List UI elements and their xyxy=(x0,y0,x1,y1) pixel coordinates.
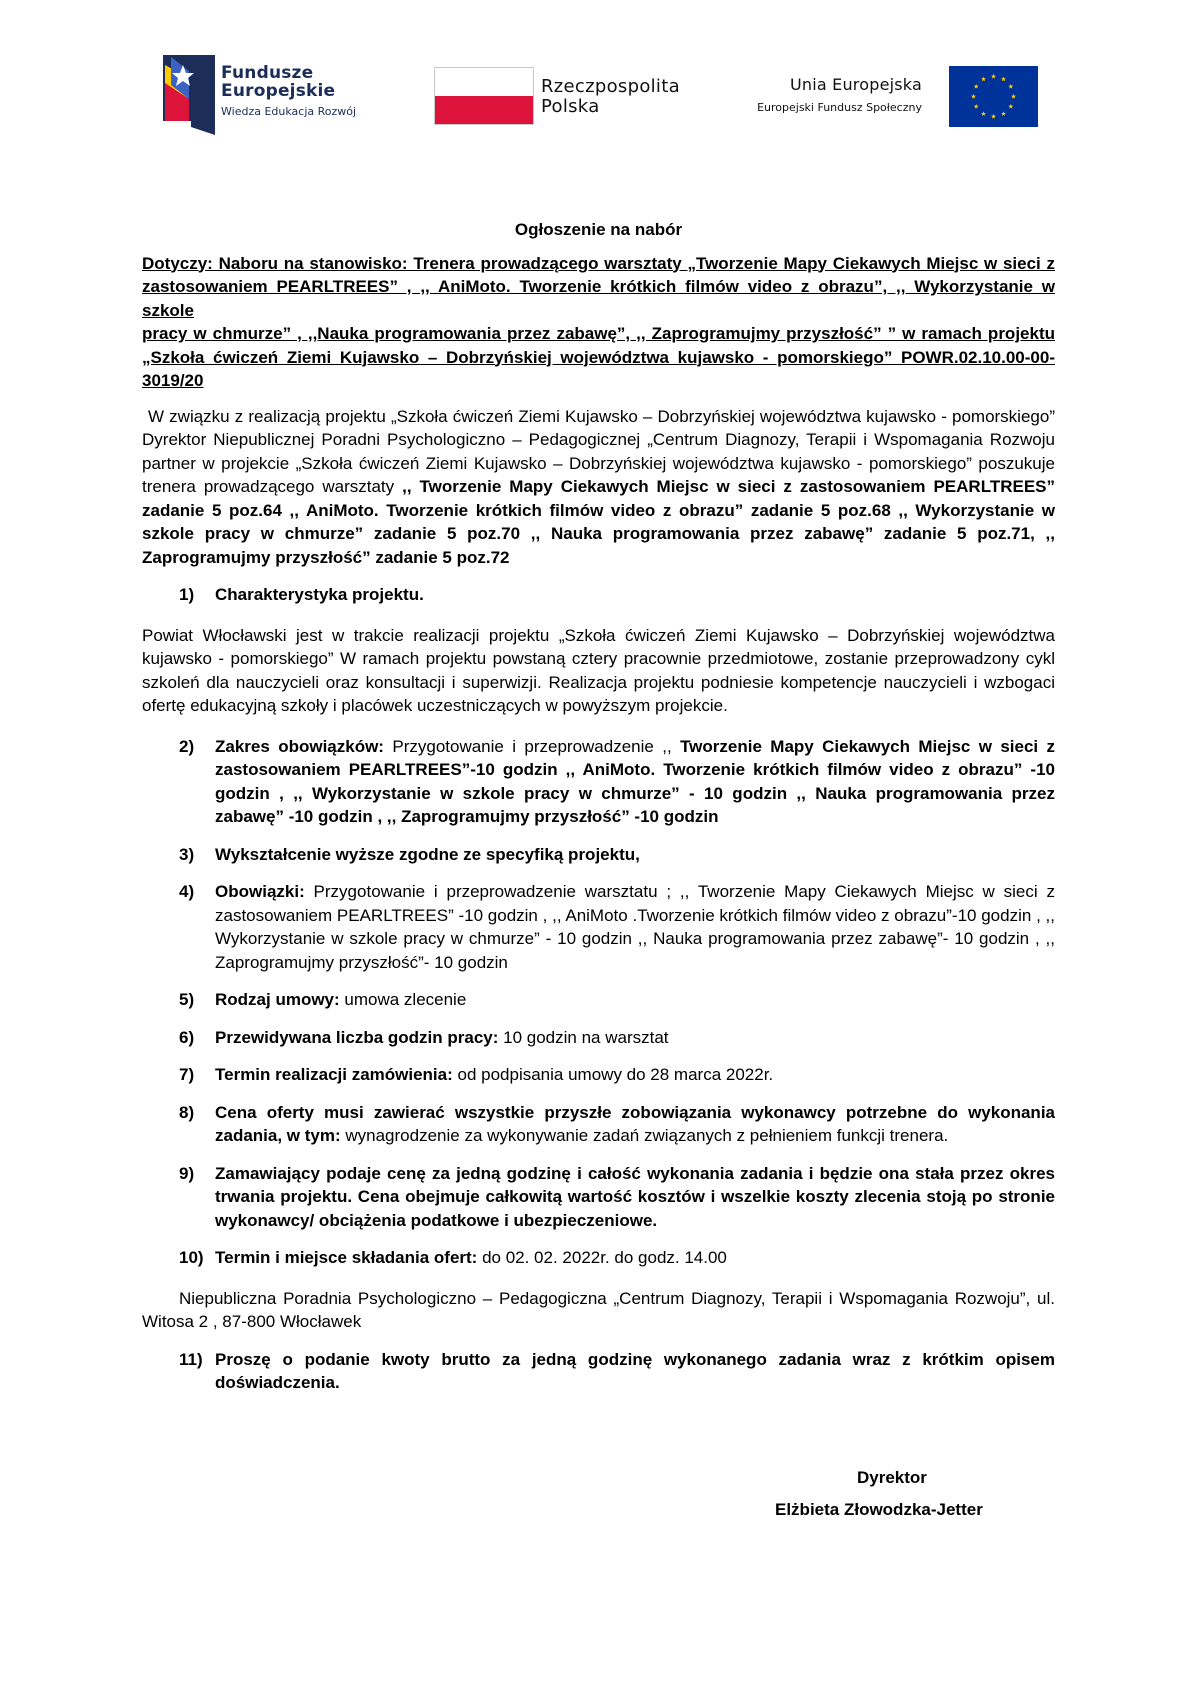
section-number: 8) xyxy=(179,1102,195,1122)
section-number: 5) xyxy=(179,990,195,1009)
fe-program-name: Wiedza Edukacja Rozwój xyxy=(221,105,357,118)
section-text: wynagrodzenie za wykonywanie zadań związanych z pełnieniem funkcji trenera. xyxy=(340,1126,949,1145)
section-8 xyxy=(142,1101,1055,1148)
signature-role: Dyrektor xyxy=(857,1468,927,1487)
subject-line-2: zastosowaniem PEARLTREES” , ,, AniMoto. Tworzenie krótkich filmów video z obrazu”, ,, Wykorzystanie w szkole xyxy=(142,277,1055,320)
fundusze-europejskie-logo xyxy=(163,55,403,135)
subject-line-3: pracy w chmurze” , ,,Nauka programowania przez zabawę”, ,, Zaprogramujmy przyszłość” ” w ramach projektu xyxy=(142,324,1055,343)
submission-address: Niepubliczna Poradnia Psychologiczno – Pedagogiczna „Centrum Diagnozy, Terapii i Wspomagania Rozwoju”, ul. Witosa 2 , 87-800 Włocławek xyxy=(142,1288,1055,1331)
section-6 xyxy=(142,1026,1055,1050)
eu-flag-icon xyxy=(949,66,1038,127)
section-heading: Przewidywana liczba godzin pracy: xyxy=(215,1027,499,1047)
section-number: 1) xyxy=(179,585,195,604)
section-9 xyxy=(142,1162,1055,1233)
rp-title-line1: Rzeczpospolita xyxy=(541,76,680,97)
section-heading: Obowiązki: xyxy=(215,882,305,901)
section-heading: Zamawiający podaje cenę za jedną godzinę i całość wykonania zadania i będzie ona stała przez okres trwania projektu. Cena obejmuje całkowitą wartość kosztów i wszelkie koszty zlecenia stoją po stronie wykonawcy/ obciążenia podatkowe i ubezpieczeniowe. xyxy=(215,1163,1055,1230)
section-number: 4) xyxy=(179,882,195,901)
section-5 xyxy=(142,988,1055,1012)
section-number: 11) xyxy=(179,1349,203,1369)
announcement-document xyxy=(142,218,1055,1395)
intro-text: W związku z realizacją projektu „Szkoła ćwiczeń Ziemi Kujawsko – Dobrzyńskiej województwa kujawsko - pomorskiego” Dyrektor Niepublicznej Poradni Psychologiczno – Pedagogicznej „Centrum Diagnozy, Terapii i Wspomagania Rozwoju partner w projekcie „Szkoła ćwiczeń Ziemi Kujawsko – Dobrzyńskiej województwa kujawsko - pomorskiego” poszukuje trenera prowadzącego warsztaty xyxy=(142,406,1055,496)
section-heading: Proszę o podanie kwoty brutto za jedną godzinę wykonanego zadania wraz z krótkim opisem doświadczenia. xyxy=(215,1349,1055,1392)
section-number: 9) xyxy=(179,1163,195,1183)
section-4 xyxy=(142,880,1055,974)
section-heading: Zakres obowiązków: xyxy=(215,736,384,756)
section-heading: Rodzaj umowy: xyxy=(215,990,340,1009)
unia-europejska-logo xyxy=(738,55,1038,135)
section-text: do 02. 02. 2022r. do godz. 14.00 xyxy=(477,1248,727,1267)
ue-title: Unia Europejska xyxy=(789,75,922,94)
subject-line-1: Dotyczy: Naboru na stanowisko: Trenera prowadzącego warsztaty „Tworzenie Mapy Ciekawych Miejsc w sieci z xyxy=(142,253,1055,273)
section-number: 2) xyxy=(179,736,195,756)
section-heading: Wykształcenie wyższe zgodne ze specyfiką projektu, xyxy=(215,844,640,864)
section-heading: Charakterystyka projektu. xyxy=(215,585,424,604)
document-title: Ogłoszenie na nabór xyxy=(514,220,683,239)
intro-paragraph xyxy=(142,405,1055,570)
section-number: 10) xyxy=(179,1248,204,1267)
section-3 xyxy=(142,843,1055,867)
fe-title-line1: Fundusze xyxy=(221,63,314,83)
section-text: od podpisania umowy do 28 marca 2022r. xyxy=(452,1065,774,1084)
intro-bold-text: ,, Tworzenie Mapy Ciekawych Miejsc w sieci z zastosowaniem PEARLTREES” zadanie 5 poz.64 ,, AniMoto. Tworzenie krótkich filmów video z obrazu” zadanie 5 poz.68 ,, Wykorzystanie w szkole pracy w chmurze” zadanie 5 poz.70 ,, Nauka programowania przez zabawę” zadanie 5 poz.71, ,, Zaprogramujmy przyszłość” zadanie 5 poz.72 xyxy=(142,477,1055,567)
project-description: Powiat Włocławski jest w trakcie realizacji projektu „Szkoła ćwiczeń Ziemi Kujawsko – Dobrzyńskiej województwa kujawsko - pomorskiego” W ramach projektu powstaną cztery pracownie przedmiotowe, zostanie przeprowadzony cykl szkoleń dla nauczycieli oraz konsultacji i superwizji. Realizacja projektu podniesie kompetencje nauczycieli i wzbogaci ofertę edukacyjną szkoły i placówek uczestniczących w powyższym projekcie. xyxy=(142,625,1055,715)
section-bold-text: Tworzenie Mapy Ciekawych Miejsc w sieci z zastosowaniem PEARLTREES”-10 godzin ,, AniMoto. Tworzenie krótkich filmów video z obrazu” -10 godzin , ,, Wykorzystanie w szkole pracy w chmurze” - 10 godzin ,, Nauka programowania przez zabawę” -10 godzin , ,, Zaprogramujmy przyszłość” -10 godzin xyxy=(215,736,1056,826)
section-text: Przygotowanie i przeprowadzenie ,, xyxy=(383,736,681,756)
section-number: 7) xyxy=(179,1065,195,1084)
section-11 xyxy=(142,1348,1055,1395)
rp-title-line2: Polska xyxy=(541,96,600,117)
section-number: 3) xyxy=(179,844,195,864)
document-subject xyxy=(142,252,1055,393)
section-text: umowa zlecenie xyxy=(339,990,467,1009)
header-logos xyxy=(0,55,1191,135)
ue-fund-name: Europejski Fundusz Społeczny xyxy=(757,101,922,114)
section-1 xyxy=(142,583,1055,607)
section-heading: Cena oferty musi zawierać wszystkie przyszłe zobowiązania wykonawcy potrzebne do wykonania zadania, w tym: xyxy=(215,1102,1055,1145)
fe-title-line2: Europejskie xyxy=(221,81,336,101)
section-number: 6) xyxy=(179,1027,195,1047)
fundusze-europejskie-emblem-icon xyxy=(163,55,215,135)
section-text: 10 godzin na warsztat xyxy=(498,1027,669,1047)
section-2 xyxy=(142,735,1055,829)
section-heading: Termin realizacji zamówienia: xyxy=(215,1065,453,1084)
section-heading: Termin i miejsce składania ofert: xyxy=(215,1248,478,1267)
section-text: Przygotowanie i przeprowadzenie warsztatu ; ,, Tworzenie Mapy Ciekawych Miejsc w sieci z zastosowaniem PEARLTREES” -10 godzin , ,, AniMoto .Tworzenie krótkich filmów video z obrazu”-10 godzin , ,, Wykorzystanie w szkole pracy w chmurze” - 10 godzin ,, Nauka programowania przez zabawę”- 10 godzin , ,, Zaprogramujmy przyszłość”- 10 godzin xyxy=(215,882,1055,972)
signature-name: Elżbieta Złowodzka-Jetter xyxy=(775,1500,983,1519)
section-7 xyxy=(142,1063,1055,1087)
subject-line-4: „Szkoła ćwiczeń Ziemi Kujawsko – Dobrzyńskiej województwa kujawsko - pomorskiego” POWR.02.10.00-00-3019/20 xyxy=(142,347,1055,390)
rzeczpospolita-polska-logo xyxy=(434,55,704,135)
section-10 xyxy=(142,1246,1055,1270)
polish-flag-icon xyxy=(434,67,534,125)
